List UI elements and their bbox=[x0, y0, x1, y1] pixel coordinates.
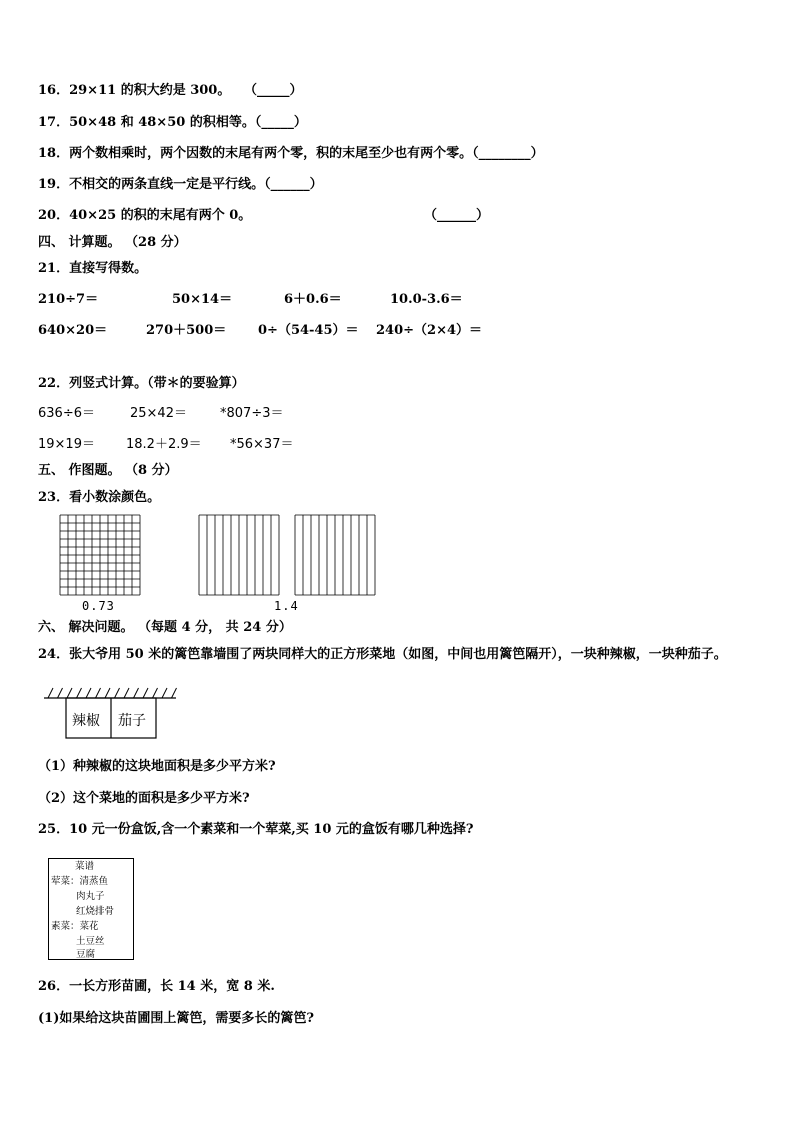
oral-calc: 270＋500＝ bbox=[146, 323, 227, 338]
section-6-title: 六、 解决问题。 （每题 4 分， 共 24 分） bbox=[38, 620, 292, 635]
question-26-1: (1)如果给这块苗圃围上篱笆，需要多长的篱笆? bbox=[38, 1011, 314, 1026]
wall-hatch bbox=[172, 688, 177, 698]
menu-item: 土豆丝 bbox=[76, 936, 105, 947]
question-24: 24．张大爷用 50 米的篱笆靠墙围了两块同样大的正方形菜地（如图，中间也用篱笆隔开），一块种辣椒，一块种茄子。 bbox=[38, 647, 727, 662]
oral-calc: 640×20＝ bbox=[38, 323, 108, 338]
wall-hatch bbox=[48, 688, 53, 698]
grid-label: 1.4 bbox=[274, 599, 299, 613]
oral-calc: 10.0-3.6＝ bbox=[390, 292, 463, 307]
question-26: 26．一长方形苗圃，长 14 米，宽 8 米. bbox=[38, 979, 275, 994]
garden-label-eggplant: 茄子 bbox=[118, 713, 146, 729]
oral-calc: 210÷7＝ bbox=[38, 292, 99, 307]
question-20-paren: （______） bbox=[424, 208, 490, 223]
vertical-calc: 25×42＝ bbox=[130, 406, 187, 421]
oral-calc: 0÷（54-45）＝ bbox=[258, 323, 359, 338]
wall-hatch bbox=[162, 688, 167, 698]
wall-hatch bbox=[77, 688, 82, 698]
vertical-calc: 19×19＝ bbox=[38, 437, 95, 452]
wall-hatch bbox=[115, 688, 120, 698]
hundred-grid bbox=[59, 514, 141, 596]
vertical-calc: *56×37＝ bbox=[230, 437, 294, 452]
menu-item: 红烧排骨 bbox=[76, 906, 115, 917]
menu-meat-label: 荤菜：清蒸鱼 bbox=[51, 876, 109, 887]
garden-label-pepper: 辣椒 bbox=[72, 713, 100, 729]
wall-hatch bbox=[143, 688, 148, 698]
garden-diagram bbox=[40, 686, 180, 742]
wall-hatch bbox=[153, 688, 158, 698]
section-5-title: 五、 作图题。 （8 分） bbox=[38, 463, 178, 478]
question-19: 19．不相交的两条直线一定是平行线。（______） bbox=[38, 177, 323, 192]
menu-box bbox=[48, 858, 134, 960]
wall-hatch bbox=[67, 688, 72, 698]
question-22: 22．列竖式计算。（带＊的要验算） bbox=[38, 376, 245, 391]
wall-hatch bbox=[134, 688, 139, 698]
question-23: 23．看小数涂颜色。 bbox=[38, 490, 161, 505]
wall-hatch bbox=[124, 688, 129, 698]
oral-calc: 240÷（2×4）＝ bbox=[376, 323, 483, 338]
wall-hatch bbox=[96, 688, 101, 698]
oral-calc: 6＋0.6＝ bbox=[284, 292, 342, 307]
section-4-title: 四、 计算题。 （28 分） bbox=[38, 235, 187, 250]
question-21: 21．直接写得数。 bbox=[38, 261, 148, 276]
vertical-calc: 636÷6＝ bbox=[38, 406, 95, 421]
tenths-strip-grid bbox=[198, 514, 280, 596]
question-24-2: （2）这个菜地的面积是多少平方米? bbox=[38, 791, 250, 806]
question-20: 20．40×25 的积的末尾有两个 0。 bbox=[38, 208, 252, 223]
wall-hatch bbox=[86, 688, 91, 698]
vertical-calc: *807÷3＝ bbox=[220, 406, 284, 421]
tenths-strip-grid bbox=[294, 514, 376, 596]
question-17: 17．50×48 和 48×50 的积相等。（_____） bbox=[38, 115, 307, 130]
question-16: 16．29×11 的积大约是 300。 （_____） bbox=[38, 83, 303, 98]
grid-label: 0.73 bbox=[82, 599, 115, 613]
question-24-1: （1）种辣椒的这块地面积是多少平方米? bbox=[38, 759, 276, 774]
question-25: 25．10 元一份盒饭,含一个素菜和一个荤菜,买 10 元的盒饭有哪几种选择? bbox=[38, 822, 474, 837]
vertical-calc: 18.2＋2.9＝ bbox=[126, 437, 202, 452]
menu-title: 菜谱 bbox=[75, 861, 95, 872]
wall-hatch bbox=[58, 688, 63, 698]
menu-item: 豆腐 bbox=[76, 949, 96, 960]
oral-calc: 50×14＝ bbox=[172, 292, 233, 307]
menu-veg-label: 素菜：菜花 bbox=[51, 921, 99, 932]
question-18: 18．两个数相乘时，两个因数的末尾有两个零，积的末尾至少也有两个零。（________） bbox=[38, 146, 544, 161]
wall-hatch bbox=[105, 688, 110, 698]
menu-item: 肉丸子 bbox=[76, 891, 105, 902]
